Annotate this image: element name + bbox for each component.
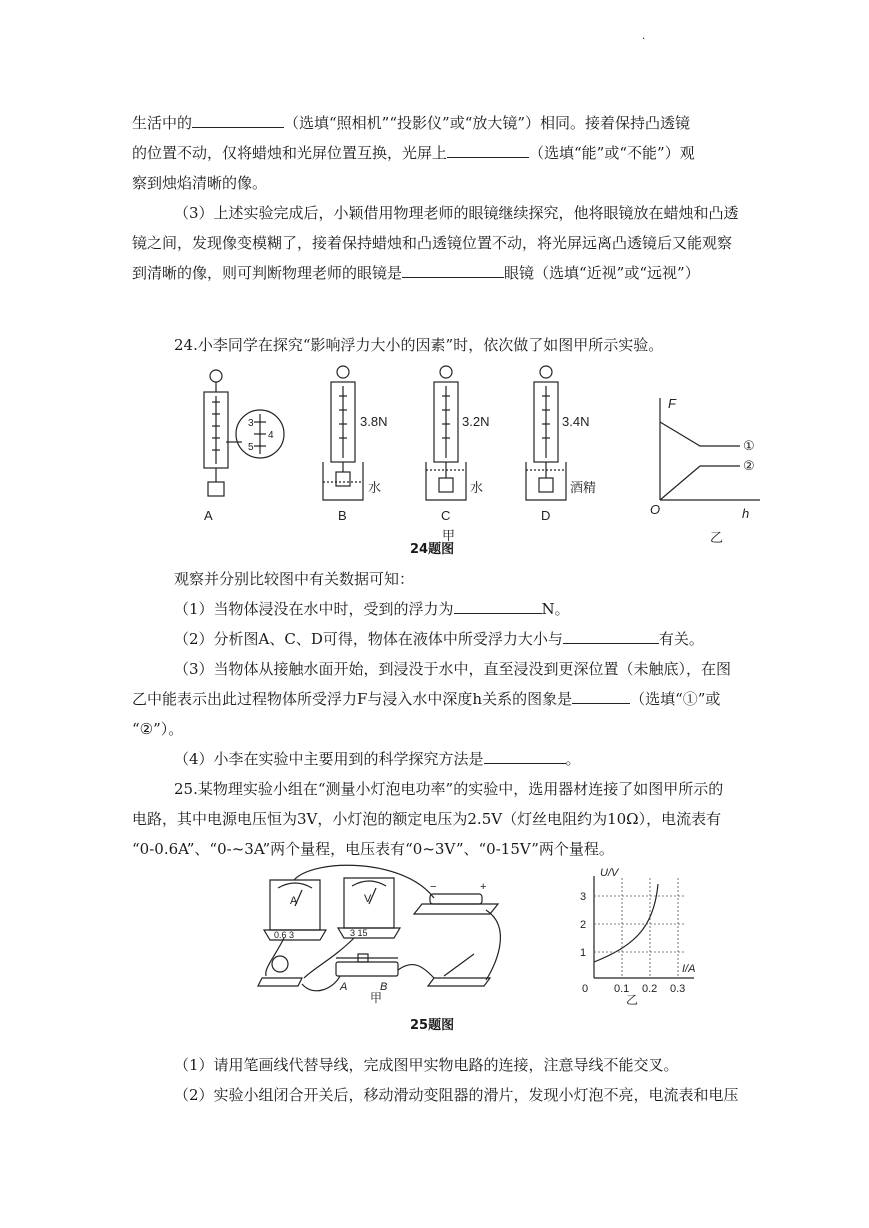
curve-1: ①	[743, 438, 755, 453]
text-line: 的位置不动，仅将蜡烛和光屏位置互换，光屏上 （选填“能”或“不能”）观	[132, 138, 742, 168]
text-line: （2）实验小组闭合开关后，移动滑动变阻器的滑片，发现小灯泡不亮，电流表和电压	[174, 1086, 739, 1104]
text-line: 镜之间，发现像变模糊了，接着保持蜡烛和凸透镜位置不动，将光屏远离凸透镜后又能观察	[132, 234, 733, 252]
text-line: “0-0.6A”、“0-~3A”两个量程，电压表有“0~3V”、“0-15V”两个量程。	[132, 840, 614, 858]
x-tick: 0.3	[670, 983, 686, 995]
switch	[428, 954, 490, 986]
x-tick: 0.1	[614, 983, 630, 995]
q24-questions	[132, 564, 742, 774]
text-line: 察到烛焰清晰的像。	[132, 174, 268, 192]
label-d: D	[541, 508, 551, 523]
text-line: （1）当物体浸没在水中时，受到的浮力为 N。	[132, 594, 742, 624]
liquid-d: 酒精	[570, 480, 597, 495]
spring-scale-diagram	[190, 362, 770, 562]
q24-caption: 24题图	[410, 542, 455, 557]
text-line: 电路，其中电源电压恒为3V，小灯泡的额定电压为2.5V（灯丝电阻约为10Ω），电流表有	[132, 810, 722, 828]
x-tick: 0.2	[642, 983, 658, 995]
answer-blank[interactable]	[447, 140, 529, 158]
liquid-b: 水	[368, 480, 382, 495]
answer-blank[interactable]	[402, 260, 504, 278]
x-axis-label: I/A	[682, 963, 696, 975]
q25-intro	[132, 774, 742, 864]
graph-label: 乙	[710, 530, 724, 545]
lamp	[258, 956, 302, 986]
text-line: （3）上述实验完成后，小颖借用物理老师的眼镜继续探究，他将眼镜放在蜡烛和凸透	[174, 204, 739, 222]
origin-o: O	[650, 502, 661, 517]
y-tick: 1	[580, 947, 587, 959]
q24-figure	[190, 362, 770, 562]
text-line: （4）小李在实验中主要用到的科学探究方法是 。	[132, 744, 742, 774]
text-line: 生活中的 （选填“照相机”“投影仪”或“放大镜”）相同。接着保持凸透镜	[132, 108, 742, 138]
liquid-c: 水	[470, 480, 484, 495]
y-axis-label: U/V	[600, 867, 619, 879]
text-line: 观察并分别比较图中有关数据可知：	[174, 570, 415, 588]
battery	[414, 894, 498, 914]
text-line: 25.某物理实验小组在“测量小灯泡电功率”的实验中，选用器材连接了如图甲所示的	[174, 780, 724, 798]
text-line: （1）请用笔画线代替导线，完成图甲实物电路的连接，注意导线不能交叉。	[174, 1056, 679, 1074]
zoom-3: 3	[248, 418, 254, 429]
spring-scale-b	[323, 366, 363, 500]
label-c: C	[441, 508, 451, 523]
axis-h: h	[742, 506, 750, 521]
graph-group: 乙	[626, 993, 639, 1007]
rheostat	[336, 954, 398, 976]
text-line: “②”）。	[132, 720, 184, 738]
group-label: 甲	[442, 528, 456, 543]
text-line: （3）当物体从接触水面开始，到浸没于水中，直至浸没到更深位置（未触底），在图	[174, 660, 732, 678]
circuit-group: 甲	[370, 991, 383, 1005]
reading-b: 3.8N	[360, 414, 388, 429]
x-tick: 0	[582, 983, 589, 995]
q25-caption: 25题图	[410, 1018, 455, 1033]
curve-2: ②	[743, 458, 755, 473]
text-line: 到清晰的像，则可判断物理老师的眼镜是 眼镜（选填“近视”或“远视”）	[132, 258, 742, 288]
answer-blank[interactable]	[454, 596, 542, 614]
battery-minus: −	[430, 881, 437, 893]
voltmeter-terminals: 3 15	[350, 928, 368, 938]
voltmeter-symbol: V	[364, 893, 372, 905]
spring-scale-d	[526, 366, 566, 500]
text-block-continuation	[132, 108, 742, 288]
answer-blank[interactable]	[192, 110, 284, 128]
question-text: 24.小李同学在探究“影响浮力大小的因素”时，依次做了如图甲所示实验。	[174, 336, 664, 354]
page-mark: ·	[642, 34, 646, 45]
answer-blank[interactable]	[484, 746, 566, 764]
y-tick: 3	[580, 891, 587, 903]
axis-f: F	[668, 396, 676, 411]
reading-d: 3.4N	[562, 414, 590, 429]
zoom-4: 4	[268, 430, 274, 441]
q24-intro	[132, 330, 742, 360]
y-tick: 2	[580, 919, 587, 931]
voltmeter	[338, 878, 400, 938]
label-b: B	[338, 508, 347, 523]
circuit-diagram	[254, 858, 714, 1008]
battery-plus: +	[480, 881, 487, 893]
q25-questions	[132, 1050, 742, 1110]
spring-scale-c	[426, 366, 466, 500]
zoom-5: 5	[248, 442, 254, 453]
label-a: A	[204, 508, 213, 523]
text-line: 乙中能表示出此过程物体所受浮力F与浸入水中深度h关系的图象是 （选填“①”或	[132, 684, 742, 714]
voltage-current-graph	[594, 876, 694, 978]
answer-blank[interactable]	[572, 686, 630, 704]
rheostat-b: B	[380, 981, 388, 993]
text-line: （2）分析图A、C、D可得，物体在液体中所受浮力大小与 有关。	[132, 624, 742, 654]
ammeter-terminals: 0.6 3	[274, 930, 295, 940]
answer-blank[interactable]	[563, 626, 659, 644]
reading-c: 3.2N	[462, 414, 490, 429]
ammeter-symbol: A	[290, 895, 298, 907]
rheostat-a: A	[340, 981, 348, 993]
q25-figure	[254, 858, 714, 1008]
